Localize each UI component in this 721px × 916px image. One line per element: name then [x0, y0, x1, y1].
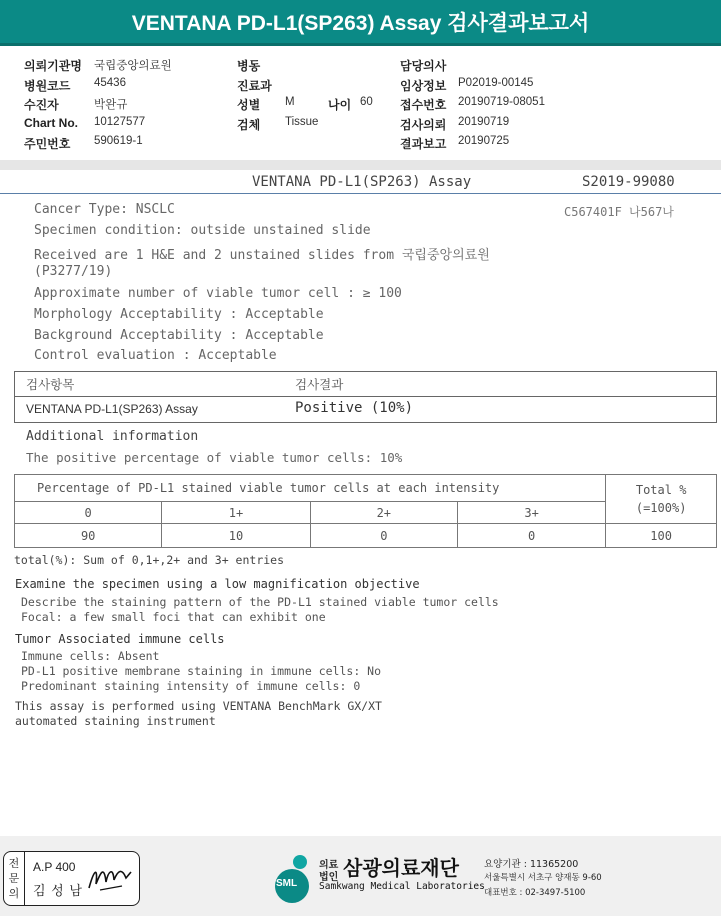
intensity-table	[14, 474, 717, 548]
info-label: 수진자	[24, 98, 59, 112]
info-value: 20190725	[458, 135, 510, 147]
info-label: 병동	[237, 59, 261, 73]
org-name: 삼광의료재단	[343, 856, 459, 880]
intensity-value: 0	[310, 524, 457, 548]
tic-title: Tumor Associated immune cells	[15, 632, 225, 646]
info-label: 접수번호	[400, 98, 447, 112]
info-value: 20190719-08051	[458, 96, 545, 108]
closing-line: This assay is performed using VENTANA BenchMark GX/XT	[15, 699, 382, 713]
info-value: 45436	[94, 77, 126, 89]
info-label: Chart No.	[24, 116, 78, 130]
org-prefix: 법인	[319, 872, 339, 883]
exam-line: Describe the staining pattern of the PD-L1 stained viable tumor cells	[21, 595, 499, 609]
info-label: 검사의뢰	[400, 118, 447, 132]
report-line: Specimen condition: outside unstained slide	[34, 223, 371, 238]
additional-title: Additional information	[26, 429, 199, 444]
intensity-col-header: 0	[15, 502, 162, 524]
assay-heading: VENTANA PD-L1(SP263) Assay	[252, 174, 472, 190]
total-header	[606, 475, 717, 524]
info-value: 박완규	[94, 99, 128, 111]
report-line: Received are 1 H&E and 2 unstained slides from 국립중앙의료원	[34, 248, 490, 263]
info-label: 검체	[237, 118, 261, 132]
org-name-en: Samkwang Medical Laboratories	[319, 881, 485, 892]
info-value: P02019-00145	[458, 77, 534, 89]
info-value: 국립중앙의료원	[94, 60, 172, 72]
result-value: Positive (10%)	[295, 400, 414, 416]
report-number: S2019-99080	[582, 174, 675, 190]
total-header-line2: (=100%)	[635, 501, 687, 515]
tic-line: Predominant staining intensity of immune cells: 0	[21, 679, 361, 693]
org-prefix: 의료	[319, 860, 339, 871]
intensity-value: 90	[15, 524, 162, 548]
info-value: 10127577	[94, 116, 146, 128]
intensity-value: 0	[457, 524, 605, 548]
report-title: VENTANA PD-L1(SP263) Assay 검사결과보고서	[0, 0, 721, 46]
info-label: 주민번호	[24, 137, 71, 151]
report-line: Cancer Type: NSCLC	[34, 202, 175, 217]
result-header-item: 검사항목	[26, 378, 75, 392]
total-note: total(%): Sum of 0,1+,2+ and 3+ entries	[14, 553, 285, 567]
intensity-col-header: 2+	[310, 502, 457, 524]
info-label: 의뢰기관명	[24, 59, 82, 73]
additional-text: The positive percentage of viable tumor cells: 10%	[26, 450, 403, 465]
info-label: 임상정보	[400, 79, 447, 93]
exam-line: Focal: a few small foci that can exhibit one	[21, 610, 326, 624]
sml-badge: SML	[276, 878, 298, 889]
report-line: (P3277/19)	[34, 264, 113, 279]
tic-line: PD-L1 positive membrane staining in immune cells: No	[21, 664, 382, 678]
report-line: Morphology Acceptability : Acceptable	[34, 307, 324, 322]
tic-line: Immune cells: Absent	[21, 649, 160, 663]
slide-id: C567401F 나567나	[564, 205, 674, 219]
intensity-header: Percentage of PD-L1 stained viable tumor cells at each intensity	[15, 475, 606, 502]
report-line: Background Acceptability : Acceptable	[34, 328, 324, 343]
info-label: 담당의사	[400, 59, 447, 73]
org-code: 요양기관 : 11365200	[484, 859, 579, 870]
exam-title: Examine the specimen using a low magnification objective	[15, 577, 420, 591]
info-label: 나이	[328, 98, 352, 112]
info-value: 60	[360, 96, 373, 108]
signature-scribble	[86, 860, 134, 900]
intensity-total: 100	[606, 524, 717, 548]
info-label: 진료과	[237, 79, 272, 93]
info-value: M	[285, 96, 295, 108]
closing-line: automated staining instrument	[15, 714, 216, 728]
info-label: 병원코드	[24, 79, 71, 93]
intensity-value: 10	[162, 524, 310, 548]
signature-box	[3, 851, 140, 906]
result-item: VENTANA PD-L1(SP263) Assay	[26, 402, 198, 416]
info-label: 결과보고	[400, 137, 447, 151]
result-header-result: 검사결과	[295, 378, 344, 392]
heading-rule	[0, 193, 721, 194]
report-line: Control evaluation : Acceptable	[34, 348, 277, 363]
intensity-col-header: 1+	[162, 502, 310, 524]
report-line: Approximate number of viable tumor cell : ≥ 100	[34, 286, 402, 301]
org-address: 서울특별시 서초구 양재동 9-60	[484, 873, 602, 883]
intensity-col-header: 3+	[457, 502, 605, 524]
info-value: 20190719	[458, 116, 510, 128]
signer-code: A.P 400	[33, 860, 76, 874]
section-divider	[0, 160, 721, 170]
info-value: Tissue	[285, 116, 319, 128]
patient-info	[0, 55, 721, 155]
signer-name: 김 성 남	[33, 883, 83, 898]
signer-role: 전문의	[8, 857, 20, 900]
info-label: 성별	[237, 98, 261, 112]
org-phone: 대표번호 : 02-3497-5100	[484, 888, 586, 898]
info-value: 590619-1	[94, 135, 143, 147]
total-header-line1: Total %	[635, 483, 687, 497]
